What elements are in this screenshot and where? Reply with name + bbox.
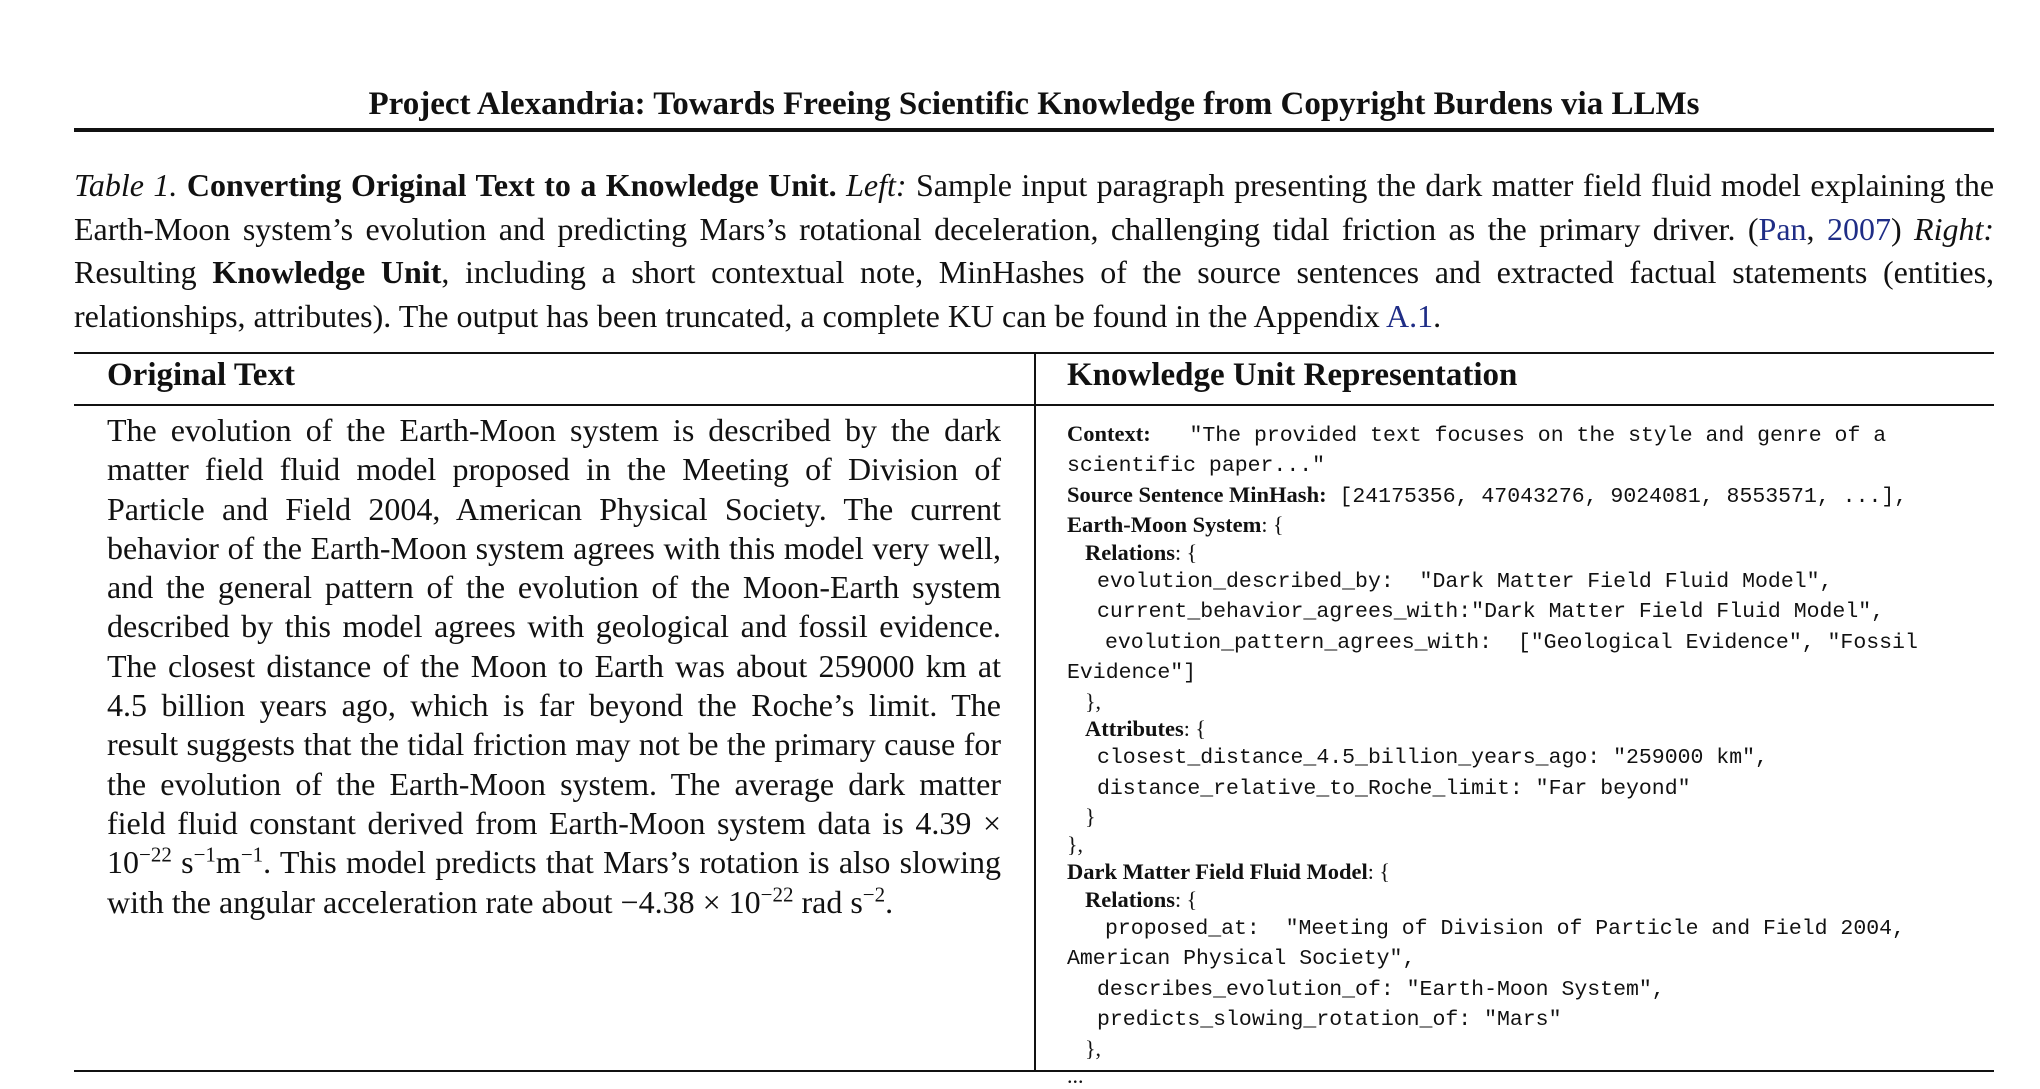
- right-description-a: Resulting: [74, 254, 213, 290]
- ku-relation-row: [1067, 596, 1972, 626]
- ku-attributes-header: [1067, 715, 1972, 742]
- unit: s: [171, 844, 194, 881]
- exponent: −22: [139, 842, 172, 867]
- ku-close-brace: [1067, 688, 1972, 715]
- citation-close: ): [1890, 210, 1915, 247]
- ku-attribute-row: [1067, 742, 1972, 772]
- ku-relation-row: [1067, 1004, 1972, 1034]
- original-text-part: . This model predicts that Mars’s rotation is also slowing with the angular acceleration rate about −4.38 × 10: [107, 844, 1002, 920]
- ku-brace: },: [1085, 688, 1102, 714]
- ku-key: proposed_at:: [1105, 916, 1260, 941]
- ku-value: "259000 km",: [1600, 746, 1768, 771]
- ku-entity-label: Dark Matter Field Fluid Model: [1067, 859, 1368, 885]
- ku-relation-row: [1067, 913, 1972, 943]
- exponent: −1: [193, 842, 216, 867]
- header-rule: [74, 128, 1994, 132]
- caption-title: Converting Original Text to a Knowledge Unit.: [186, 167, 837, 203]
- table-column-divider: [1034, 352, 1036, 1070]
- ku-ellipsis: [1067, 1062, 1972, 1089]
- ku-minhash-label: Source Sentence MinHash:: [1067, 481, 1327, 507]
- ku-value: "Dark Matter Field Fluid Model",: [1393, 570, 1833, 595]
- running-header: Project Alexandria: Towards Freeing Scientific Knowledge from Copyright Burdens via LLMs: [368, 86, 1700, 122]
- original-text-part: .: [885, 883, 894, 920]
- ku-value: "Far beyond": [1522, 776, 1691, 801]
- ku-key: evolution_described_by:: [1097, 570, 1394, 595]
- ku-brace: : {: [1175, 886, 1198, 912]
- right-description-b: , including a short contextual note, MinHashes of the source sentences and extracted factual statements (entities, relationships, attributes). The output has been truncated, a complete KU can be found in the Appendix: [74, 254, 1995, 334]
- ku-relation-row: [1067, 974, 1972, 1004]
- ku-relation-row-cont: [1067, 943, 1972, 973]
- ku-relations-header: [1067, 886, 1972, 913]
- ku-relations-label: Relations: [1085, 886, 1175, 912]
- ku-entity-dark-matter: [1067, 858, 1972, 885]
- unit: rad s: [793, 883, 863, 920]
- ku-key: closest_distance_4.5_billion_years_ago:: [1097, 746, 1601, 771]
- ku-minhash-value: [24175356, 47043276, 9024081, 8553571, ...],: [1326, 484, 1908, 509]
- original-text-paragraph: [107, 411, 1001, 922]
- citation-separator: ,: [1806, 210, 1827, 247]
- ku-value-cont: Evidence"]: [1067, 661, 1197, 686]
- exponent: −2: [862, 881, 886, 906]
- ku-key: distance_relative_to_Roche_limit:: [1097, 776, 1523, 801]
- ku-brace: },: [1085, 1035, 1102, 1061]
- ku-key: current_behavior_agrees_with:: [1097, 600, 1472, 625]
- ku-key: describes_evolution_of:: [1097, 977, 1394, 1002]
- ku-brace: : {: [1261, 512, 1284, 538]
- ku-attribute-row: [1067, 773, 1972, 803]
- table-caption: [74, 164, 1994, 338]
- ku-brace: },: [1067, 831, 1084, 857]
- ku-relation-row: [1067, 566, 1972, 596]
- right-label: Right:: [1914, 210, 1995, 247]
- ku-value: "Meeting of Division of Particle and Field 2004,: [1259, 916, 1905, 941]
- ku-context-line-2: [1067, 450, 1972, 480]
- ku-entity-label: Earth-Moon System: [1067, 512, 1262, 538]
- table-label: Table 1.: [74, 167, 178, 203]
- ku-brace: }: [1085, 804, 1096, 830]
- citation-year-link[interactable]: 2007: [1826, 210, 1891, 247]
- ku-brace: : {: [1183, 716, 1206, 742]
- ku-relation-row: [1067, 627, 1972, 657]
- ku-value-cont: American Physical Society",: [1067, 947, 1416, 972]
- ku-context-value: "The provided text focuses on the style and genre of a: [1150, 424, 1887, 448]
- ku-context-line: [1067, 420, 1972, 450]
- ku-value: ["Geological Evidence", "Fossil: [1492, 630, 1918, 655]
- citation-author-link[interactable]: Pan: [1758, 210, 1807, 247]
- caption-end: .: [1433, 297, 1442, 334]
- ku-ellipsis-text: ...: [1067, 1062, 1084, 1088]
- ku-entity-earth-moon: [1067, 511, 1972, 538]
- ku-minhash-line: [1067, 481, 1972, 511]
- right-description-bold: Knowledge Unit: [212, 254, 442, 290]
- exponent: −22: [760, 881, 794, 906]
- ku-relation-row-cont: [1067, 657, 1972, 687]
- column-header-knowledge-unit: Knowledge Unit Representation: [1067, 357, 1518, 393]
- ku-value: "Mars": [1471, 1008, 1562, 1033]
- ku-value: "Earth-Moon System",: [1393, 977, 1665, 1002]
- left-label: Left:: [846, 167, 907, 203]
- appendix-link[interactable]: A.1: [1385, 297, 1434, 334]
- ku-context-label: Context:: [1067, 421, 1151, 446]
- exponent: −1: [240, 842, 264, 867]
- original-text-part: The evolution of the Earth-Moon system is described by the dark matter field fluid model proposed in the Meeting of Division of Particle and Field 2004, American Physical Society. The current behavior of the Earth-Moon system agrees with this model very well, and the general pattern of the evolution of the Moon-Earth system described by this model agrees with geological and fossil evidence. The closest distance of the Moon to Earth was about 259000 km at 4.5 billion years ago, which is far beyond the Roche’s limit. The result suggests that the tidal friction may not be the primary cause for the evolution of the Earth-Moon system. The average dark matter field fluid constant derived from Earth-Moon system data is 4.39 × 10: [107, 412, 1001, 881]
- ku-key: predicts_slowing_rotation_of:: [1097, 1008, 1472, 1033]
- ku-attributes-label: Attributes: [1085, 716, 1184, 742]
- ku-value: "Dark Matter Field Fluid Model",: [1471, 600, 1885, 625]
- ku-close-brace: [1067, 831, 1972, 858]
- column-header-original-text: Original Text: [107, 357, 295, 393]
- ku-close-brace: [1067, 1035, 1972, 1062]
- ku-key: evolution_pattern_agrees_with:: [1105, 630, 1493, 655]
- ku-brace: : {: [1175, 539, 1198, 565]
- unit: m: [215, 844, 241, 881]
- ku-relations-header: [1067, 539, 1972, 566]
- ku-context-value-cont: scientific paper...": [1067, 454, 1326, 479]
- ku-relations-label: Relations: [1085, 539, 1175, 565]
- knowledge-unit-representation: [1067, 420, 1972, 1089]
- ku-close-brace: [1067, 803, 1972, 830]
- left-description: Sample input paragraph presenting the dark matter field fluid model explaining the Earth-Moon system’s evolution and predicting Mars’s rotational deceleration, challenging tidal friction as the primary driver. (: [74, 167, 1995, 247]
- ku-brace: : {: [1367, 859, 1390, 885]
